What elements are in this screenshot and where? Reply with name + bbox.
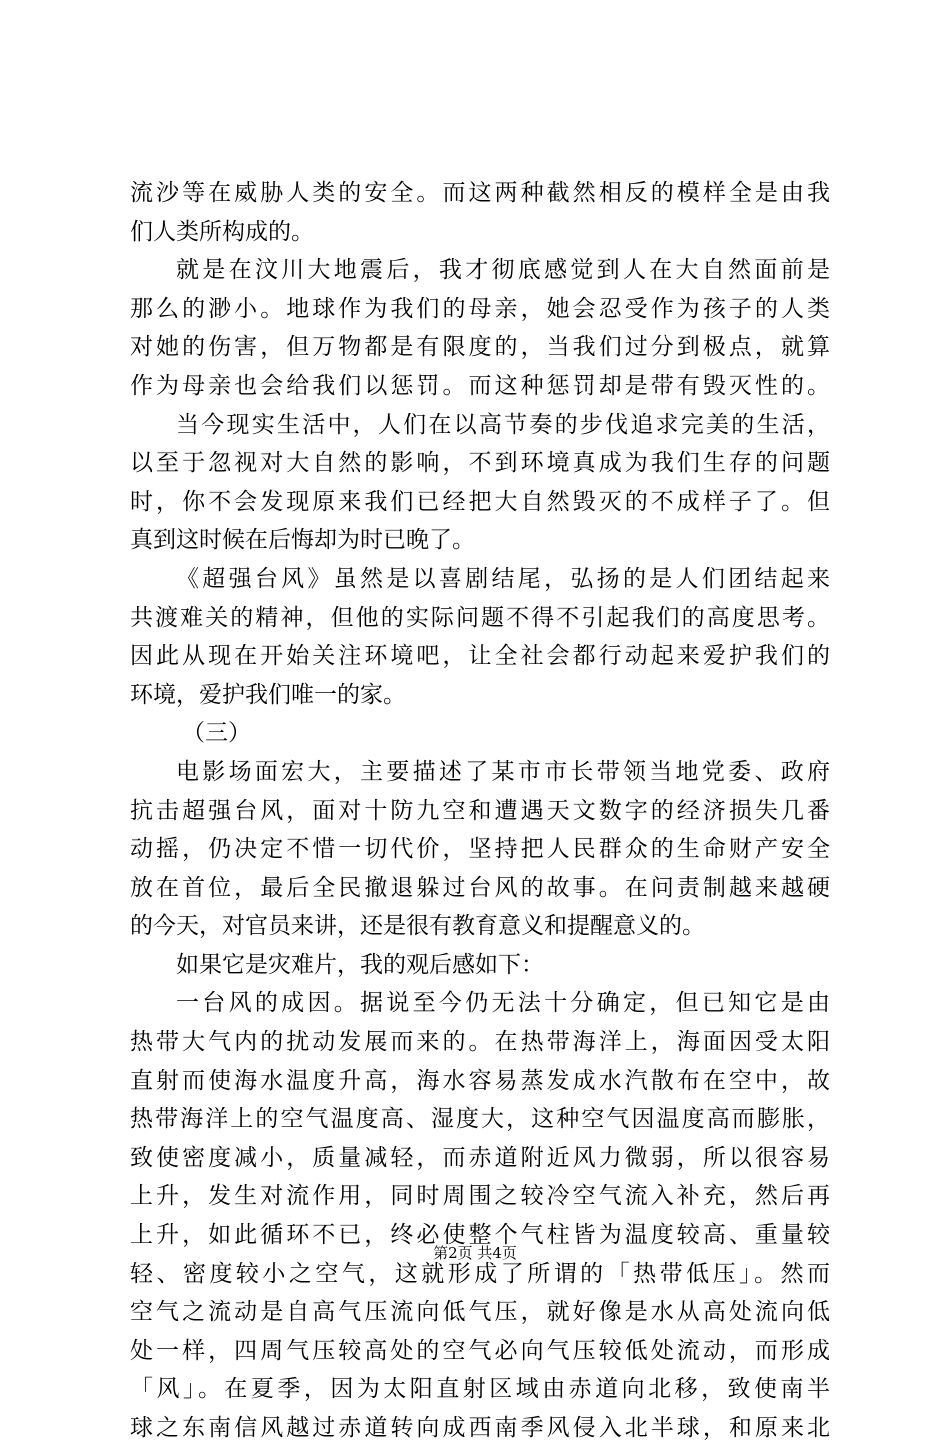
paragraph-first-line: 就是在汶川大地震后，我才彻底感觉到人在大自然面前是 [176, 257, 830, 284]
paragraph-first-line: 如果它是灾难片，我的观后感如下： [176, 951, 544, 978]
text-line: 热带海洋上的空气温度高、湿度大，这种空气因温度高而膨胀， [130, 1106, 830, 1133]
text-line: 对她的伤害，但万物都是有限度的，当我们过分到极点，就算 [130, 334, 830, 361]
text-line: 流沙等在威胁人类的安全。而这两种截然相反的模样全是由我 [130, 180, 830, 206]
paragraph-first-line: 电影场面宏大，主要描述了某市市长带领当地党委、政府 [176, 758, 830, 785]
text-line: 「风」。在夏季，因为太阳直射区域由赤道向北移，致使南半 [130, 1376, 830, 1403]
text-line: 因此从现在开始关注环境吧，让全社会都行动起来爱护我们的 [130, 643, 830, 670]
text-line: 动摇，仍决定不惜一切代价，坚持把人民群众的生命财产安全 [130, 836, 830, 863]
text-line: 放在首位，最后全民撤退躲过台风的故事。在问责制越来越硬 [130, 874, 830, 901]
text-line: 的今天，对官员来讲，还是很有教育意义和提醒意义的。 [130, 913, 705, 940]
paragraph-first-line: 当今现实生活中，人们在以高节奏的步伐追求完美的生活， [176, 411, 830, 438]
paragraph-first-line: 《超强台风》虽然是以喜剧结尾，弘扬的是人们团结起来 [176, 565, 830, 592]
paragraph-first-line: 一台风的成因。据说至今仍无法十分确定，但已知它是由 [176, 990, 830, 1017]
page-number-footer: 第2页 共4页 [433, 1244, 517, 1262]
text-line: 们人类所构成的。 [130, 218, 314, 245]
text-line: 环境，爱护我们唯一的家。 [130, 681, 406, 708]
text-line: 热带大气内的扰动发展而来的。在热带海洋上，海面因受太阳 [130, 1029, 830, 1056]
text-line: 上升，发生对流作用，同时周围之较冷空气流入补充，然后再 [130, 1183, 830, 1210]
text-line: 共渡难关的精神，但他的实际问题不得不引起我们的高度思考。 [130, 604, 830, 631]
section-heading: （三） [182, 720, 251, 747]
text-line: 处一样，四周气压较高处的空气必向气压较低处流动，而形成 [130, 1337, 830, 1364]
text-line: 那么的渺小。地球作为我们的母亲，她会忍受作为孩子的人类 [130, 295, 830, 322]
text-line: 致使密度减小，质量减轻，而赤道附近风力微弱，所以很容易 [130, 1144, 830, 1171]
text-line: 球之东南信风越过赤道转向成西南季风侵入北半球，和原来北 [130, 1415, 830, 1441]
text-line: 空气之流动是自高气压流向低气压，就好像是水从高处流向低 [130, 1299, 830, 1326]
text-line: 轻、密度较小之空气，这就形成了所谓的「热带低压」。然而 [130, 1260, 830, 1287]
text-line: 作为母亲也会给我们以惩罚。而这种惩罚却是带有毁灭性的。 [130, 372, 830, 399]
text-line: 抗击超强台风，面对十防九空和遭遇天文数字的经济损失几番 [130, 797, 830, 824]
text-line: 上升，如此循环不已，终必使整个气柱皆为温度较高、重量较 [130, 1222, 830, 1249]
text-line: 直射而使海水温度升高，海水容易蒸发成水汽散布在空中，故 [130, 1067, 830, 1094]
text-line: 真到这时候在后悔却为时已晚了。 [130, 527, 475, 554]
text-line: 时，你不会发现原来我们已经把大自然毁灭的不成样子了。但 [130, 488, 830, 515]
text-line: 以至于忽视对大自然的影响，不到环境真成为我们生存的问题 [130, 450, 830, 477]
